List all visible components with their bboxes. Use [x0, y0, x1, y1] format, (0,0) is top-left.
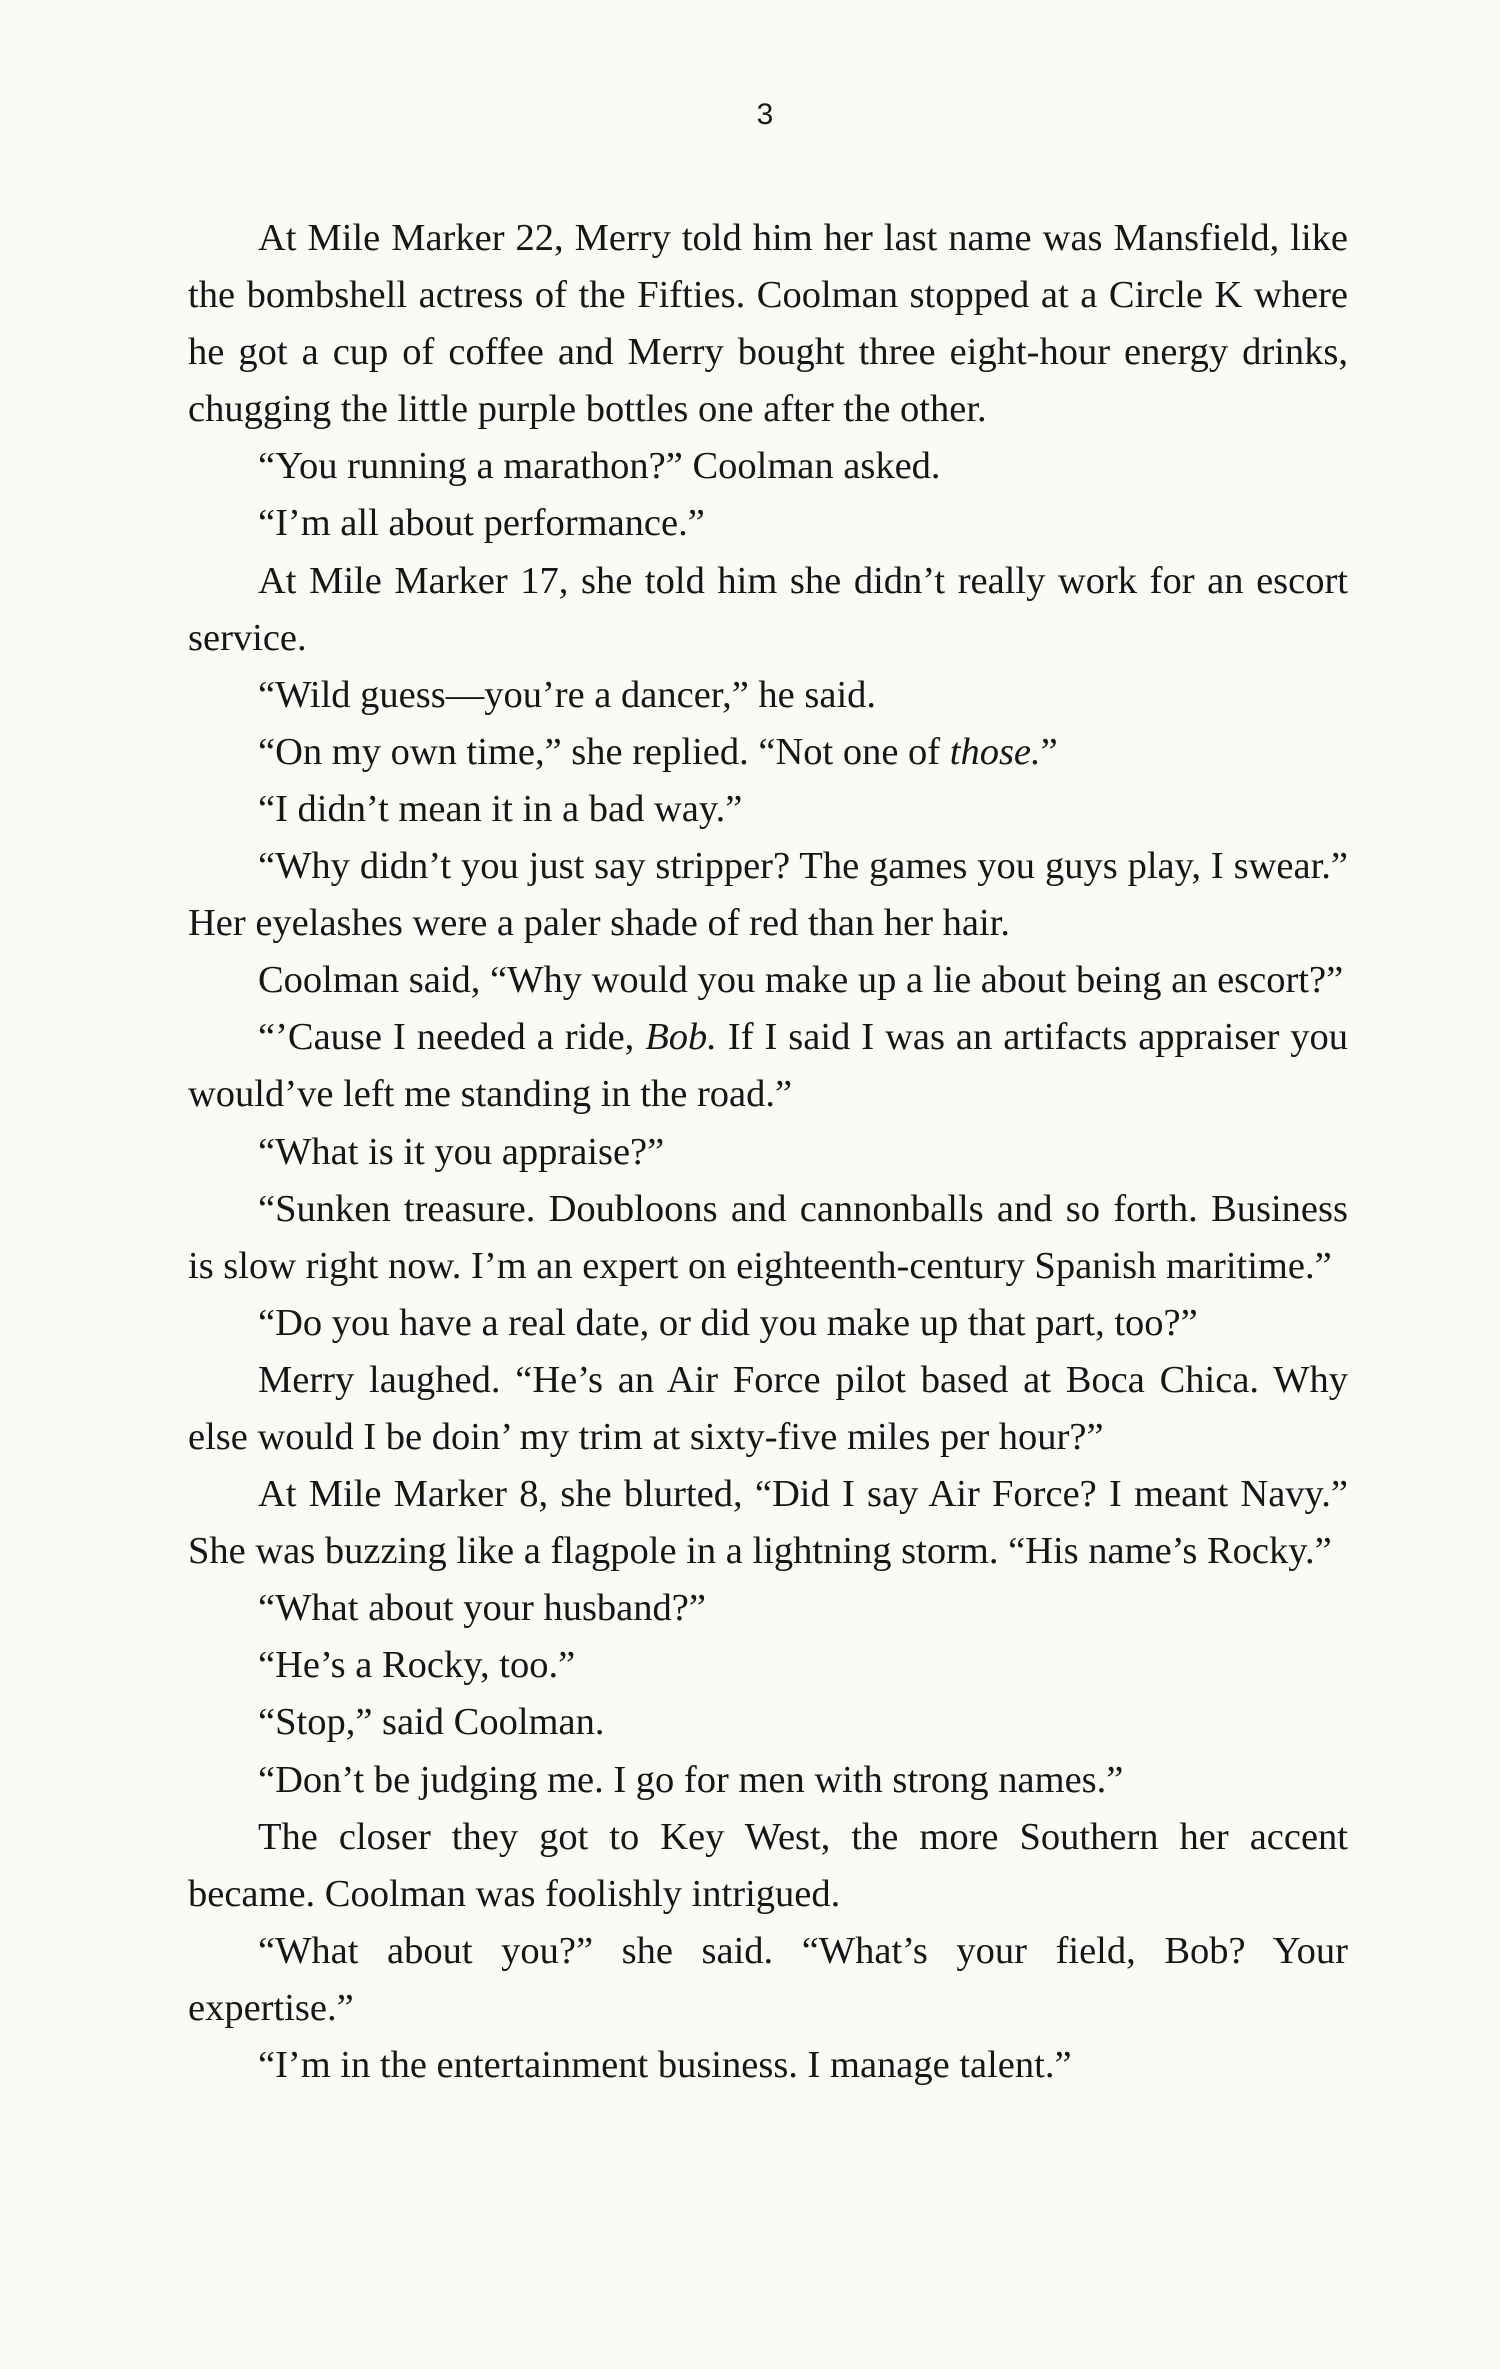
paragraph: “What about you?” she said. “What’s your field, Bob? Your expertise.”	[188, 1929, 1348, 2029]
paragraph: “He’s a Rocky, too.”	[258, 1644, 576, 1687]
paragraph: Merry laughed. “He’s an Air Force pilot based at Boca Chica. Why else would I be doin’ my trim at sixty-five miles per hour?”	[188, 1358, 1348, 1458]
page-number: 3	[756, 98, 774, 131]
paragraph: “What is it you appraise?”	[258, 1130, 665, 1173]
paragraph: “Why didn’t you just say stripper? The games you guys play, I swear.” Her eyelashes were a paler shade of red than her hair.	[188, 845, 1348, 945]
paragraph-italic-text: those.	[949, 730, 1041, 773]
paragraph: The closer they got to Key West, the more Southern her accent became. Coolman was foolishly intrigued.	[188, 1815, 1348, 1915]
paragraph-text: “’Cause I needed a ride,	[258, 1016, 646, 1059]
paragraph: “You running a marathon?” Coolman asked.	[258, 445, 941, 488]
paragraph: “I’m in the entertainment business. I manage talent.”	[258, 2044, 1072, 2086]
paragraph-text: “On my own time,” she replied. “Not one of	[258, 730, 950, 773]
paragraph: “Wild guess—you’re a dancer,” he said.	[258, 673, 877, 716]
paragraph-text: If I said I was an artifacts appraiser you would’ve left me standing in the road.”	[188, 1016, 1348, 1116]
paragraph: Coolman said, “Why would you make up a lie about being an escort?”	[258, 959, 1344, 1002]
paragraph: “What about your husband?”	[258, 1587, 706, 1630]
paragraph-italic-text: Bob.	[645, 1016, 717, 1059]
paragraph: “Don’t be judging me. I go for men with strong names.”	[258, 1758, 1124, 1801]
paragraph: “Sunken treasure. Doubloons and cannonballs and so forth. Business is slow right now. I’m an expert on eighteenth-century Spanish maritime.”	[188, 1187, 1348, 1287]
paragraph: “I didn’t mean it in a bad way.”	[258, 787, 743, 830]
paragraph: At Mile Marker 17, she told him she didn’t really work for an escort service.	[188, 559, 1348, 659]
paragraph: At Mile Marker 22, Merry told him her last name was Mansfield, like the bombshell actress of the Fifties. Coolman stopped at a Circle K where he got a cup of coffee and Merry bought three eight-hour energy drinks, chugging the little purple bottles one after the other.	[188, 217, 1348, 431]
paragraph	[188, 1009, 1348, 1123]
body-text	[188, 210, 1348, 2094]
paragraph-text: ”	[1040, 730, 1058, 773]
paragraph: “Do you have a real date, or did you make up that part, too?”	[258, 1301, 1198, 1344]
paragraph: “I’m all about performance.”	[258, 502, 705, 545]
paragraph: At Mile Marker 8, she blurted, “Did I say Air Force? I meant Navy.” She was buzzing like a flagpole in a lightning storm. “His name’s Rocky.”	[188, 1473, 1348, 1573]
paragraph: “Stop,” said Coolman.	[258, 1701, 605, 1744]
paragraph	[188, 724, 1348, 781]
